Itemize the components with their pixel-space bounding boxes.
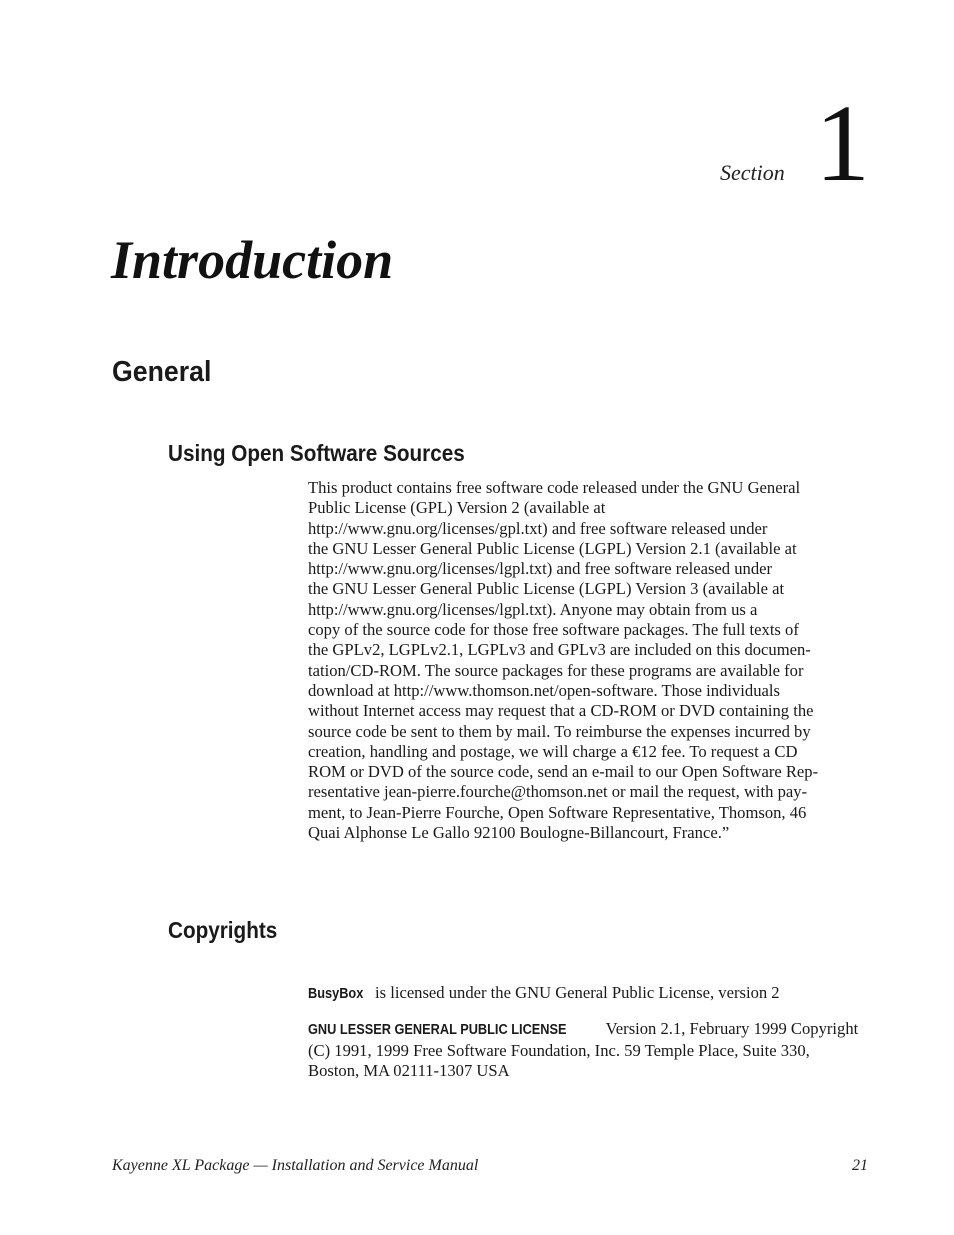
paragraph-line: resentative jean-pierre.fourche@thomson.net or mail the request, with pay- (308, 782, 808, 802)
paragraph-line: the GNU Lesser General Public License (LGPL) Version 3 (available at (308, 579, 785, 599)
paragraph-line: the GPLv2, LGPLv2.1, LGPLv3 and GPLv3 are included on this documen- (308, 640, 811, 660)
busybox-paragraph (308, 983, 870, 1005)
paragraph-line: copy of the source code for those free software packages. The full texts of (308, 620, 799, 640)
open-software-paragraph (308, 478, 870, 843)
lgpl-paragraph (308, 1019, 870, 1082)
paragraph-line: Quai Alphonse Le Gallo 92100 Boulogne-Billancourt, France.” (308, 823, 730, 843)
paragraph-line: tation/CD-ROM. The source packages for these programs are available for (308, 660, 804, 680)
lgpl-line2: (C) 1991, 1999 Free Software Foundation, Inc. 59 Temple Place, Suite 330, (308, 1040, 810, 1060)
paragraph-line: ROM or DVD of the source code, send an e-mail to our Open Software Rep- (308, 762, 819, 782)
paragraph-line: without Internet access may request that a CD-ROM or DVD containing the (308, 701, 814, 721)
paragraph-line: http://www.gnu.org/licenses/lgpl.txt). Anyone may obtain from us a (308, 599, 758, 619)
busybox-text: is licensed under the GNU General Public License, version 2 (375, 983, 780, 1002)
paragraph-line: creation, handling and postage, we will charge a €12 fee. To request a CD (308, 741, 798, 761)
section-number: 1 (815, 82, 870, 204)
lgpl-name: GNU LESSER GENERAL PUBLIC LICENSE (308, 1022, 567, 1038)
footer-page-number: 21 (852, 1157, 868, 1174)
paragraph-line: This product contains free software code released under the GNU General (308, 478, 801, 497)
paragraph-line: http://www.gnu.org/licenses/lgpl.txt) and free software released under (308, 559, 773, 579)
lgpl-line (308, 1019, 870, 1041)
lgpl-line3: Boston, MA 02111-1307 USA (308, 1061, 510, 1080)
section-word: Section (720, 160, 785, 185)
paragraph-line: the GNU Lesser General Public License (LGPL) Version 2.1 (available at (308, 538, 797, 558)
lgpl-line1: Version 2.1, February 1999 Copyright (605, 1019, 859, 1038)
paragraph-line: source code be sent to them by mail. To reimburse the expenses incurred by (308, 721, 811, 741)
busybox-name: BusyBox (308, 986, 364, 1002)
paragraph-line: Public License (GPL) Version 2 (available at (308, 498, 606, 518)
heading-copyrights: Copyrights (168, 917, 278, 943)
paragraph-line: ment, to Jean-Pierre Fourche, Open Software Representative, Thomson, 46 (308, 802, 807, 822)
paragraph-line: http://www.gnu.org/licenses/gpl.txt) and free software released under (308, 518, 768, 538)
heading-open-software: Using Open Software Sources (168, 440, 465, 466)
footer-manual-title: Kayenne XL Package — Installation and Service Manual (112, 1157, 479, 1174)
chapter-title: Introduction (111, 230, 394, 290)
paragraph-line: download at http://www.thomson.net/open-software. Those individuals (308, 680, 780, 700)
heading-general: General (112, 356, 212, 388)
